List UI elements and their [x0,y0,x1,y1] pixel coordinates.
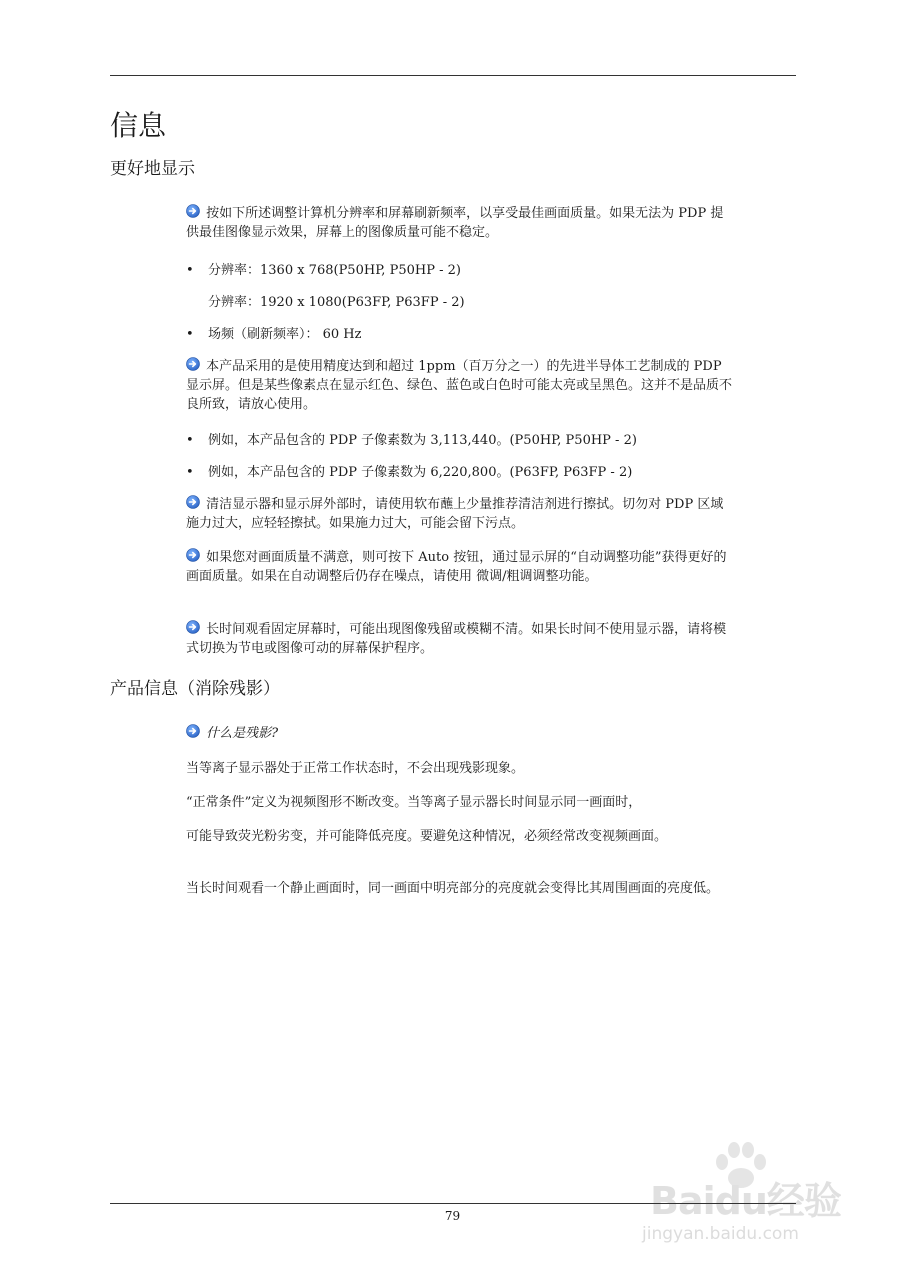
info-arrow-icon [186,548,200,562]
page-title: 信息 [110,109,167,142]
list-item-text: 例如，本产品包含的 PDP 子像素数为 6,220,800。(P63FP, P63FP - 2) [208,465,633,480]
paragraph-4: 当长时间观看一个静止画面时，同一画面中明亮部分的亮度就会变得比其周围画面的亮度低。 [186,881,720,896]
info-arrow-icon [186,495,200,509]
info-arrow-icon [186,204,200,218]
note-text: 如果您对画面质量不满意，则可按下 Auto 按钮，通过显示屏的“自动调整功能”获得更好的画面质量。如果在自动调整后仍存在噪点，请使用 微调/粗调调整功能。 [186,550,727,584]
info-arrow-icon [186,724,200,738]
bullet-marker: • [186,263,194,278]
resolution-2-line: 分辨率：1920 x 1080(P63FP, P63FP - 2) [208,295,465,310]
note-text: 本产品采用的是使用精度达到和超过 1ppm（百万分之一）的先进半导体工艺制成的 PDP 显示屏。但是某些像素点在显示红色、绿色、蓝色或白色时可能太亮或呈黑色。这并不是品质不良所致，请放心使用。 [186,359,733,412]
info-arrow-icon [186,620,200,634]
section-heading-better-display: 更好地显示 [110,159,195,179]
list-item-subpixels-1 [186,431,734,450]
note-resolution [186,204,734,242]
paragraph-1: 当等离子显示器处于正常工作状态时，不会出现残影现象。 [186,761,525,776]
question-line [186,724,734,743]
list-item-text: 分辨率：1360 x 768(P50HP, P50HP - 2) [208,263,461,278]
footer-rule [110,1203,796,1204]
note-auto-adjust [186,548,734,586]
bullet-marker: • [186,465,194,480]
paragraph-2: “正常条件”定义为视频图形不断改变。当等离子显示器长时间显示同一画面时， [186,795,642,810]
list-item-resolution-1 [186,261,734,280]
note-cleaning [186,495,734,533]
baidu-watermark [640,1140,860,1260]
header-rule [110,75,796,76]
bullet-marker: • [186,327,194,342]
note-text: 长时间观看固定屏幕时，可能出现图像残留或模糊不清。如果长时间不使用显示器，请将模式切换为节电或图像可动的屏幕保护程序。 [186,622,727,656]
list-item-subpixels-2 [186,463,734,482]
page-number: 79 [444,1209,461,1223]
note-screensaver [186,620,734,658]
section-heading-image-retention: 产品信息（消除残影） [110,679,280,699]
bullet-marker: • [186,433,194,448]
question-text: 什么是残影? [206,726,279,741]
watermark-brand: Baidu经验 [650,1179,841,1223]
list-item-text: 场频（刷新频率）： 60 Hz [208,327,362,342]
list-item-refresh-rate [186,325,734,344]
watermark-url: jingyan.baidu.com [642,1224,799,1244]
info-arrow-icon [186,357,200,371]
note-text: 按如下所述调整计算机分辨率和屏幕刷新频率，以享受最佳画面质量。如果无法为 PDP 提供最佳图像显示效果，屏幕上的图像质量可能不稳定。 [186,206,724,240]
paragraph-3: 可能导致荧光粉劣变，并可能降低亮度。要避免这种情况，必须经常改变视频画面。 [186,829,668,844]
list-item-text: 例如，本产品包含的 PDP 子像素数为 3,113,440。(P50HP, P50HP - 2) [208,433,637,448]
note-pixels [186,357,734,414]
note-text: 清洁显示器和显示屏外部时，请使用软布蘸上少量推荐清洁剂进行擦拭。切勿对 PDP 区域施力过大，应轻轻擦拭。如果施力过大，可能会留下污点。 [186,497,724,531]
